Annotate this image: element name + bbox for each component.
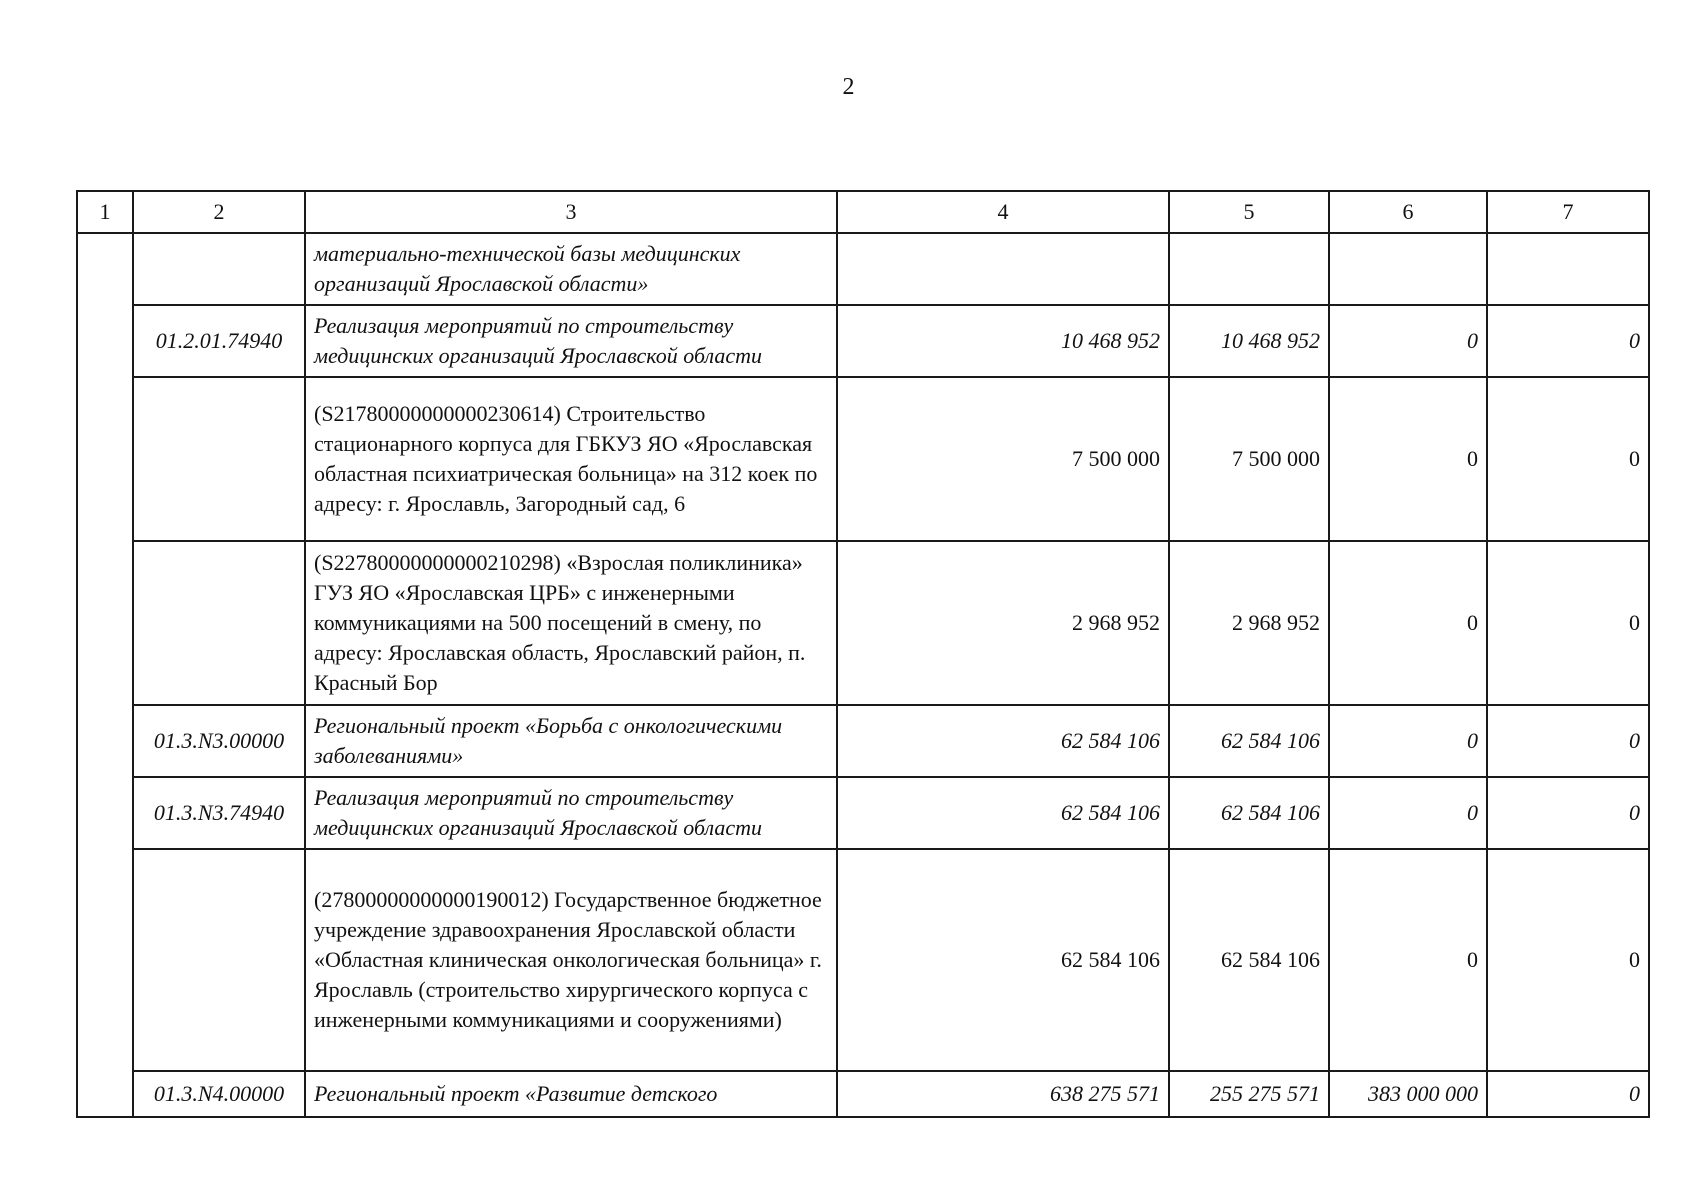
name-cell: (S22780000000000210298) «Взрослая поликлиника» ГУЗ ЯО «Ярославская ЦРБ» с инженерными коммуникациями на 500 посещений в смену, по адресу: Ярославская область, Ярославский район, п. Красный Бор: [305, 541, 837, 705]
col1-cell: [77, 377, 133, 541]
column-header-4: 4: [837, 191, 1169, 233]
col5-cell: 62 584 106: [1169, 705, 1329, 777]
code-cell: [133, 849, 305, 1071]
code-cell: 01.3.N3.00000: [133, 705, 305, 777]
col6-cell: 0: [1329, 377, 1487, 541]
name-cell: Региональный проект «Развитие детского: [305, 1071, 837, 1117]
col6-cell: 0: [1329, 777, 1487, 849]
col7-cell: 0: [1487, 541, 1649, 705]
col7-cell: 0: [1487, 849, 1649, 1071]
col7-cell: 0: [1487, 305, 1649, 377]
col6-cell: 0: [1329, 705, 1487, 777]
table-row: [77, 377, 1649, 541]
col5-cell: 62 584 106: [1169, 849, 1329, 1071]
col7-cell: [1487, 233, 1649, 305]
col5-cell: 10 468 952: [1169, 305, 1329, 377]
table-row: [77, 705, 1649, 777]
code-cell: 01.3.N4.00000: [133, 1071, 305, 1117]
col1-cell: [77, 849, 133, 1071]
col1-cell: [77, 541, 133, 705]
budget-table: [76, 190, 1650, 1118]
col4-cell: 62 584 106: [837, 777, 1169, 849]
col4-cell: [837, 233, 1169, 305]
col4-cell: 7 500 000: [837, 377, 1169, 541]
name-cell: Реализация мероприятий по строительству медицинских организаций Ярославской области: [305, 305, 837, 377]
name-cell: материально-технической базы медицинских организаций Ярославской области»: [305, 233, 837, 305]
col4-cell: 62 584 106: [837, 705, 1169, 777]
name-cell: Региональный проект «Борьба с онкологическими заболеваниями»: [305, 705, 837, 777]
page-number: 2: [842, 74, 855, 100]
col5-cell: [1169, 233, 1329, 305]
table-row: [77, 305, 1649, 377]
col6-cell: 0: [1329, 849, 1487, 1071]
col4-cell: 10 468 952: [837, 305, 1169, 377]
table-row: [77, 233, 1649, 305]
table-row: [77, 777, 1649, 849]
col7-cell: 0: [1487, 705, 1649, 777]
col1-cell: [77, 777, 133, 849]
col4-cell: 62 584 106: [837, 849, 1169, 1071]
name-cell: Реализация мероприятий по строительству медицинских организаций Ярославской области: [305, 777, 837, 849]
code-cell: [133, 377, 305, 541]
col6-cell: 0: [1329, 541, 1487, 705]
col5-cell: 62 584 106: [1169, 777, 1329, 849]
code-cell: 01.2.01.74940: [133, 305, 305, 377]
column-header-1: 1: [77, 191, 133, 233]
col6-cell: 0: [1329, 305, 1487, 377]
name-cell: (27800000000000190012) Государственное бюджетное учреждение здравоохранения Ярославской области «Областная клиническая онкологическая больница» г. Ярославль (строительство хирургического корпуса с инженерными коммуникациями и сооружениями): [305, 849, 837, 1071]
col7-cell: 0: [1487, 1071, 1649, 1117]
col6-cell: 383 000 000: [1329, 1071, 1487, 1117]
col7-cell: 0: [1487, 777, 1649, 849]
table-row: [77, 1071, 1649, 1117]
col5-cell: 2 968 952: [1169, 541, 1329, 705]
column-header-3: 3: [305, 191, 837, 233]
code-cell: [133, 541, 305, 705]
column-header-5: 5: [1169, 191, 1329, 233]
col1-cell: [77, 1071, 133, 1117]
col4-cell: 638 275 571: [837, 1071, 1169, 1117]
col4-cell: 2 968 952: [837, 541, 1169, 705]
col1-cell: [77, 305, 133, 377]
name-cell: (S21780000000000230614) Строительство стационарного корпуса для ГБКУЗ ЯО «Ярославская областная психиатрическая больница» на 312 коек по адресу: г. Ярославль, Загородный сад, 6: [305, 377, 837, 541]
col1-cell: [77, 705, 133, 777]
header-row: [77, 191, 1649, 233]
col7-cell: 0: [1487, 377, 1649, 541]
col5-cell: 7 500 000: [1169, 377, 1329, 541]
column-header-6: 6: [1329, 191, 1487, 233]
col5-cell: 255 275 571: [1169, 1071, 1329, 1117]
code-cell: [133, 233, 305, 305]
table-row: [77, 541, 1649, 705]
col6-cell: [1329, 233, 1487, 305]
code-cell: 01.3.N3.74940: [133, 777, 305, 849]
col1-cell: [77, 233, 133, 305]
column-header-7: 7: [1487, 191, 1649, 233]
column-header-2: 2: [133, 191, 305, 233]
table-row: [77, 849, 1649, 1071]
